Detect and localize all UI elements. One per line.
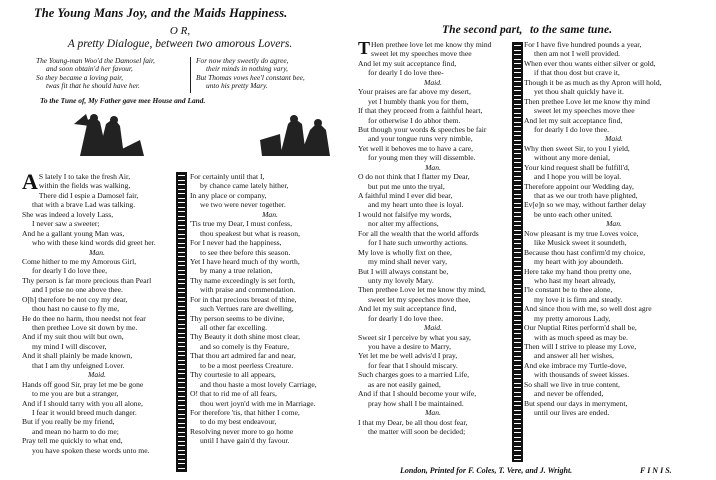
woodcut-illustrations: [60, 110, 350, 158]
tune-title: to the same tune.: [530, 24, 613, 36]
intro-left: The Young-man Woo'd the Damosel fair, and soon obtain'd her favour, So they became a loving pair, twas fit that he should have her.: [36, 56, 155, 91]
printer-imprint: London, Printed for F. Coles, T. Vere, and J. Wright.: [400, 466, 573, 475]
second-part-title: The second part,: [442, 24, 523, 36]
column-3: T Hen prethee love let me know thy mind sweet let my speeches move thee And let my suit acceptance find, for dearly I do love thee- Maid. Your praises are far above my desert, yet I humbly thank you for them, If that they proceed from a faithful heart, for otherwise I do abhor them. But though your words & speeches be fair and your tongue runs very nimble, Yet well it behoves me to have a care, for young men they will dissemble. Man. O do not think that I flatter my Dear, but put me unto the tryal, A faithful mind I ever did bear, and my heart unto thee is loyal. I would not falsifye my words, nor alter my affections, For all the wealth that the world affords for I hate such unworthy actions. My love is wholly fixt on thee, my mind shall never vary, But I will always constant be, unty my lovely Mary. Then prethee Love let me know thy mind, sweet let my speeches move thee, And let my suit acceptance find, for dearly I do love thee. Maid. Sweet sir I perceive by what you say, you have a desire to Marry, Yet let me be well advis'd I pray, for fear that I should miscary. Such charges goes to a married Life, as are not easily gained, And if that I should become your wife, pray how shall I be maintained. Man. I that my Dear, be all thou dost fear, the matter will soon be decided;: [358, 38, 492, 436]
ornamental-border-left: [176, 172, 187, 472]
column-2: For certainly until that I, by chance came lately hither, In any place or company, we two were never together. Man. 'Tis true my Dear, I must confess, thou speakest but what is reason, For I never had the happiness, to see thee before this season. Yet I have heard much of thy worth, by many a true relation, Thy name exceedingly is set forth, with praise and commendation. For in that precious breast of thine, such Vertues rare are dwelling, Thy person seems to be divine, all other far excelling. Thy Beauty it doth shine most clear, and so comely is thy Feature, That thou art admired far and near, to be a most peerless Creature. Thy courtesie to all appears, and thou haste a most lovely Carriage, O! that to rid me of all fears, thou wert joyn'd with me in Marriage. For therefore 'tis, that hither I come, to do my best endeavour, Resolving never more to go home until I have gain'd thy favour.: [190, 172, 317, 446]
ornamental-border-right: [512, 42, 523, 462]
column-1: A S lately I to take the fresh Air, within the fields was walking, There did I espie a Damosel fair, that with a brave Lad was talking. She was indeed a lovely Lass, I never saw a sweeter; And he a gallant young Man was, who with these kind words did greet her. Man. Come hither to me my Amorous Girl, for dearly I do love thee, Thy person is far more precious than Pearl and I prise no one above thee. O[h] therefore be not coy my dear, thou hast no cause to fly me, He do thee no harm, thou needst not fear then prethee Love sit down by me. And if my suit thou wilt but own, my mind I will discover, And it shall plainly be made known, that I am thy unfeigned Lover. Maid. Hands off good Sir, pray let me be gone to me you are but a stranger, And if I should tarry with you all alone, I fear it would breed much danger. But if you really be my friend, and mean no harm to do me; Pray tell me quickly to what end, you have spoken these words unto me.: [22, 169, 156, 455]
tune-line: To the Tune of, My Father gave mee House and Land.: [40, 96, 206, 105]
or-line: O R,: [169, 25, 191, 37]
finis: F I N I S.: [640, 466, 672, 475]
subtitle: A pretty Dialogue, between two amorous Lovers.: [67, 38, 293, 50]
intro-right: For now they sweetly do agree, their minds in nothing vary, But Thomas vows hee'l constant bee, unto his pretty Mary.: [196, 56, 305, 91]
ballad-title: The Young Mans Joy, and the Maids Happiness.: [34, 6, 288, 20]
column-4: For I have five hundred pounds a year, then am not I well provided. When ever thou wants either silver or gold, if that thou dost but crave it, Though it be as much as thy Apron will hold, yet thou shalt quickly have it. Then prethee Love let me know thy mind sweet let my speeches move thee And let my suit acceptance find, for dearly I do love thee. Maid. Why then sweet Sir, to you I yield, without any more denial, Your kind request shall be fulfill'd, and I hope you will be loyal. Therefore appoint our Wedding day, that as we our troth have plighted, Ev[e]n so we may, without farther delay be unto each other united. Man. Now pleasant is my true Loves voice, like Musick sweet it soundeth, Because thou hast confirm'd my choice, my heart with joy aboundeth. Here take my hand thou pretty one, who hast my heart already, I'le constant be to thee alone, my love it is firm and steady. And since thou with me, so well dost agre my pretty amorous Lady, Our Nuptial Rites perform'd shall be, with as much speed as may be. Then will I strive to please my Love, and answer all her wishes, And eke imbrace my Turtle-dove, with thousands of sweet kisses. So shall we live in true content, and never be offended, But spend our days in merryment, until our lives are ended.: [524, 40, 662, 418]
